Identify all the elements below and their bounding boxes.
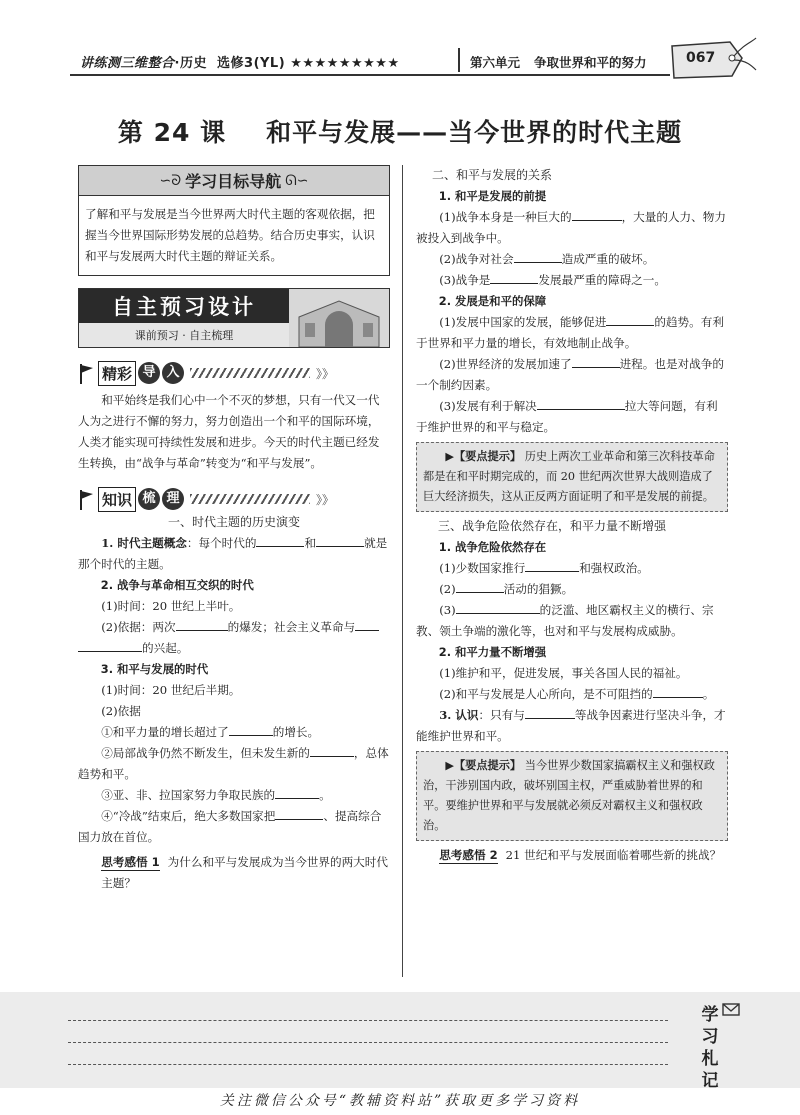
left-column [78,165,390,894]
text: ：只有与 [478,708,525,722]
text: (2)依据：两次 [101,620,176,634]
text: 等战争因素进行坚决斗争，才能维护世界和平。 [416,708,726,743]
notes-char-4: 记 [701,1071,719,1091]
text: (2) [439,582,456,596]
star-rating: ★★★★★★★★★ [290,56,400,71]
book-series [80,52,400,71]
header-divider [458,48,460,72]
fill-blank[interactable] [525,705,575,719]
r-item-3-1 [416,558,728,579]
reflection-2 [416,845,728,866]
knowledge-section-heading [78,486,390,512]
item-3-title: 3. 和平与发展的时代 [100,662,209,676]
double-arrow-icon: 》》 [316,492,335,507]
text: 的爆发；社会主义革命与 [227,620,356,634]
fill-blank[interactable] [572,207,622,221]
item-3-d [78,806,390,848]
item-3-a [78,722,390,743]
fill-blank[interactable] [316,533,364,547]
decorative-stripe [190,494,310,504]
reflection-1 [78,852,390,894]
fill-blank[interactable] [490,270,538,284]
r-item-1-2 [416,249,728,270]
r-item-4-1: (1)维护和平，促进发展，事关各国人民的福祉。 [439,666,688,680]
text: 的趋势。有利于世界和平力量的增长，有效地制止战争。 [416,315,724,350]
tip-2-text: 当今世界少数国家搞霸权主义和强权政治，干涉别国内政，破坏别国主权，严重威胁着世界的和平。要维护世界和平与发展就必须反对霸权主义和强权政治。 [423,759,715,832]
fill-blank[interactable] [456,600,540,614]
lesson-title [0,113,800,149]
fill-blank[interactable] [456,579,504,593]
fill-blank[interactable] [653,684,703,698]
fill-blank[interactable] [355,617,379,631]
swirl-right-icon: ᘏ∽ [285,172,309,189]
footer-notice: 关注微信公众号“教辅资料站”获取更多学习资料 [219,1093,581,1109]
text: (3)战争是 [439,273,491,287]
text: ①和平力量的增长超过了 [101,725,229,739]
unit-number: 第六单元 [470,55,521,70]
section-heading-1: 一、时代主题的历史演变 [167,515,300,529]
fill-blank[interactable] [78,638,142,652]
reflection-1-question: 为什么和平与发展成为当今世界的两大时代主题？ [101,855,388,890]
text: (3) [439,603,456,617]
knowledge-label: 知识 [98,487,136,512]
text: 、提高综合国力放在首位。 [78,809,382,844]
decorative-stripe [190,368,310,378]
note-line[interactable] [68,1020,668,1021]
r-item-2-title: 2. 发展是和平的保障 [438,294,547,308]
key-point-tip-1 [416,442,728,512]
text: 拉大等问题，有利于维护世界的和平与稳定。 [416,399,718,434]
text: (2)世界经济的发展加速了 [439,357,572,371]
edition: 选修3(YL) [217,56,286,71]
knowledge-bubble-1: 梳 [138,488,160,510]
intro-label: 精彩 [98,361,136,386]
r-item-1-1 [416,207,728,249]
notes-char-1: 学 [701,1005,719,1025]
item-3-2: (2)依据 [101,704,141,718]
r-item-5-title: 3. 认识 [439,708,479,722]
unit-title: 争取世界和平的努力 [534,55,647,70]
building-image-icon [289,289,389,348]
notes-char-3: 札 [701,1049,719,1069]
text: ④“冷战”结束后，绝大多数国家把 [101,809,276,823]
fill-blank[interactable] [275,806,323,820]
section-heading-2: 二、和平与发展的关系 [432,168,553,182]
text: (2)战争对社会 [439,252,514,266]
series-name: 讲练测三维整合 [80,56,175,71]
reflection-1-tag: 思考感悟 1 [101,855,160,869]
text: 就是那个时代的主题。 [78,536,388,571]
key-point-tip-2 [416,751,728,841]
unit-info [470,53,661,71]
fill-blank[interactable] [572,354,620,368]
page-header [0,0,800,90]
text: 活动的猖獗。 [503,582,574,596]
flag-icon [78,488,94,510]
text: (3)发展有利于解决 [439,399,537,413]
preview-title: 自主预习设计 [79,289,289,323]
learning-goals-box [78,165,390,276]
r-item-1-title: 1. 和平是发展的前提 [438,189,547,203]
fill-blank[interactable] [256,533,304,547]
item-3-b [78,743,390,785]
r-item-4-title: 2. 和平力量不断增强 [438,645,547,659]
lesson-number: 第 24 课 [117,118,227,147]
text: (2)和平与发展是人心所向，是不可阻挡的 [439,687,653,701]
learning-goals-text: 了解和平与发展是当今世界两大时代主题的客观依据，把握当今世界国际形势发展的总趋势。结合历史事实，认识和平与发展两大时代主题的辩证关系。 [85,207,375,263]
intro-section-heading [78,360,390,386]
item-1-title: 1. 时代主题概念 [101,536,187,550]
subject: ·历史 [174,56,207,71]
preview-subtitle: 课前预习 · 自主梳理 [134,329,234,342]
fill-blank[interactable] [525,558,579,572]
swirl-left-icon: ∽ᘐ [159,172,182,189]
intro-bubble-1: 导 [138,362,160,384]
fill-blank[interactable] [537,396,625,410]
text: 的增长。 [272,725,320,739]
r-item-3-3 [416,600,728,642]
page-tag-icon [666,36,758,80]
notes-char-2: 习 [701,1027,719,1047]
reflection-2-question: 21 世纪和平与发展面临着哪些新的挑战？ [505,848,722,862]
r-item-3-title: 1. 战争危险依然存在 [438,540,547,554]
fill-blank[interactable] [229,722,273,736]
text: 。 [319,788,331,802]
text: ，总体趋势和平。 [78,746,389,781]
text: ③亚、非、拉国家努力争取民族的 [101,788,276,802]
text: 的泛滥、地区霸权主义的横行、宗教、领土争端的激化等，也对和平与发展构成威胁。 [416,603,714,638]
text: ②局部战争仍然不断发生，但未发生新的 [101,746,310,760]
text: ，大量的人力、物力被投入到战争中。 [416,210,726,245]
r-item-1-3 [416,270,728,291]
note-line[interactable] [68,1064,668,1065]
text: 和强权政治。 [579,561,649,575]
tip-1-text: 历史上两次工业革命和第三次科技革命都是在和平时期完成的，而 20 世纪两次世界大战则造成了巨大经济损失，这从正反两方面证明了和平是发展的前提。 [423,450,715,503]
envelope-icon [722,1000,740,1018]
text: 造成严重的破坏。 [561,252,655,266]
page-number: 067 [686,50,716,66]
text: (1)发展中国家的发展，能够促进 [439,315,607,329]
text: 。 [702,687,715,701]
learning-goals-heading [79,166,389,196]
item-2-1: (1)时间：20 世纪上半叶。 [101,599,241,613]
text: 进程。也是对战争的一个制约因素。 [416,357,724,392]
intro-bubble-2: 入 [162,362,184,384]
flag-icon [78,362,94,384]
fill-blank[interactable] [176,617,228,631]
item-3-c [78,785,390,806]
text: 发展最严重的障碍之一。 [538,273,666,287]
header-rule [70,74,670,76]
text: 和 [304,536,317,550]
lesson-topic: 和平与发展——当今世界的时代主题 [266,118,683,147]
right-column [416,165,728,866]
double-arrow-icon: 》》 [316,366,335,381]
study-notes-area [0,992,800,1088]
note-line[interactable] [68,1042,668,1043]
item-1 [78,533,390,575]
reflection-2-tag: 思考感悟 2 [439,848,498,862]
text: 的兴起。 [142,641,189,655]
text: (1)战争本身是一种巨大的 [439,210,572,224]
r-item-5 [416,705,728,747]
item-3-1: (1)时间：20 世纪后半期。 [101,683,241,697]
item-2-2 [78,617,390,659]
item-2-title: 2. 战争与革命相互交织的时代 [100,578,254,592]
r-item-2-3 [416,396,728,438]
r-item-2-2 [416,354,728,396]
tip-1-tag: ▶【要点提示】 [445,450,522,463]
r-item-3-2 [416,579,728,600]
knowledge-bubble-2: 理 [162,488,184,510]
fill-blank[interactable] [514,249,562,263]
intro-text: 和平始终是我们心中一个不灭的梦想，只有一代又一代人为之进行不懈的努力，努力创造出一个和平的国际环境，人类才能实现可持续性发展和进步。今天的时代主题已经发生转换，由“战争与革命”转变为“和平与发展”。 [78,393,380,470]
tip-2-tag: ▶【要点提示】 [445,759,522,772]
fill-blank[interactable] [310,743,354,757]
text: ：每个时代的 [186,536,257,550]
column-divider [402,165,403,977]
r-item-2-1 [416,312,728,354]
learning-goals-title: 学习目标导航 [185,172,282,191]
section-heading-3: 三、战争危险依然存在，和平力量不断增强 [438,519,667,533]
r-item-4-2 [416,684,728,705]
text: (1)少数国家推行 [439,561,526,575]
fill-blank[interactable] [275,785,319,799]
fill-blank[interactable] [606,312,654,326]
preview-banner [78,288,390,348]
